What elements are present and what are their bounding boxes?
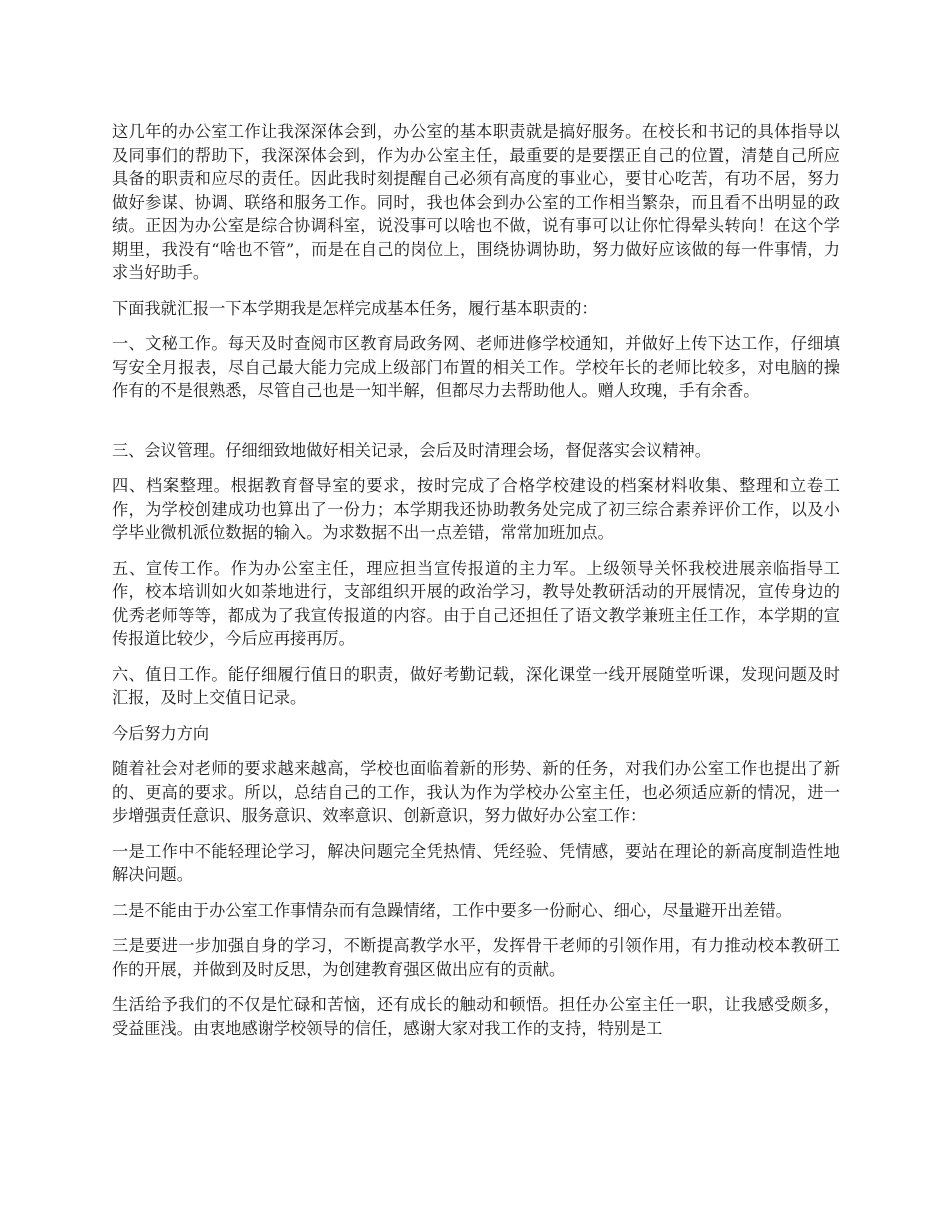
paragraph-report-lead: 下面我就汇报一下本学期我是怎样完成基本任务，履行基本职责的： [112,298,598,318]
paragraph-meeting: 三、会议管理。仔细细致地做好相关记录，会后及时清理会场，督促落实会议精神。 [112,440,711,460]
paragraph-point-one: 一是工作中不能轻理论学习，解决问题完全凭热情、凭经验、凭情感，要站在理论的新高度制造性地解决问题。 [112,841,840,884]
paragraph-archives: 四、档案整理。根据教育督导室的要求，按时完成了合格学校建设的档案材料收集、整理和立卷工作，为学校创建成功也算出了一份力；本学期我还协助教务处完成了初三综合素养评价工作，以及小学毕业微机派位数据的输入。为求数据不出一点差错，常常加班加点。 [112,476,840,542]
paragraph-future-intro: 随着社会对老师的要求越来越高，学校也面临着新的形势、新的任务，对我们办公室工作也提出了新的、更高的要求。所以，总结自己的工作，我认为作为学校办公室主任，也必须适应新的情况，进一步增强责任意识、服务意识、效率意识、创新意识，努力做好办公室工作： [112,759,840,825]
paragraph-closing: 生活给予我们的不仅是忙碌和苦恼，还有成长的触动和顿悟。担任办公室主任一职，让我感受颇多，受益匪浅。由衷地感谢学校领导的信任，感谢大家对我工作的支持，特别是工 [112,995,840,1038]
section-heading-future: 今后努力方向 [112,723,210,743]
paragraph-intro: 这几年的办公室工作让我深深体会到，办公室的基本职责就是搞好服务。在校长和书记的具体指导以及同事们的帮助下，我深深体会到，作为办公室主任，最重要的是要摆正自己的位置，清楚自己所应具备的职责和应尽的责任。因此我时刻提醒自己必须有高度的事业心，要甘心吃苦，有功不居，努力做好参谋、协调、联络和服务工作。同时，我也体会到办公室的工作相当繁杂，而且看不出明显的政绩。正因为办公室是综合协调科室，说没事可以啥也不做，说有事可以让你忙得晕头转向！在这个学期里，我没有“啥也不管”，而是在自己的岗位上，围绕协调协助，努力做好应该做的每一件事情，力求当好助手。 [112,122,840,282]
paragraph-duty: 六、值日工作。能仔细履行值日的职责，做好考勤记载，深化课堂一线开展随堂听课，发现问题及时汇报，及时上交值日记录。 [112,664,840,707]
paragraph-point-three: 三是要进一步加强自身的学习，不断提高教学水平，发挥骨干老师的引领作用，有力推动校本教研工作的开展，并做到及时反思，为创建教育强区做出应有的贡献。 [112,936,840,979]
paragraph-publicity: 五、宣传工作。作为办公室主任，理应担当宣传报道的主力军。上级领导关怀我校进展亲临指导工作，校本培训如火如荼地进行，支部组织开展的政治学习，教导处教研活动的开展情况，宣传身边的优秀老师等等，都成为了我宣传报道的内容。由于自己还担任了语文教学兼班主任工作，本学期的宣传报道比较少，今后应再接再厉。 [112,558,840,648]
paragraph-point-two: 二是不能由于办公室工作事情杂而有急躁情绪，工作中要多一份耐心、细心，尽量避开出差错。 [112,900,792,920]
paragraph-secretarial: 一、文秘工作。每天及时查阅市区教育局政务网、老师进修学校通知，并做好上传下达工作，仔细填写安全月报表，尽自己最大能力完成上级部门布置的相关工作。学校年长的老师比较多，对电脑的操作有的不是很熟悉，尽管自己也是一知半解，但都尽力去帮助他人。赠人玫瑰，手有余香。 [112,334,840,400]
document-body [112,120,840,1052]
